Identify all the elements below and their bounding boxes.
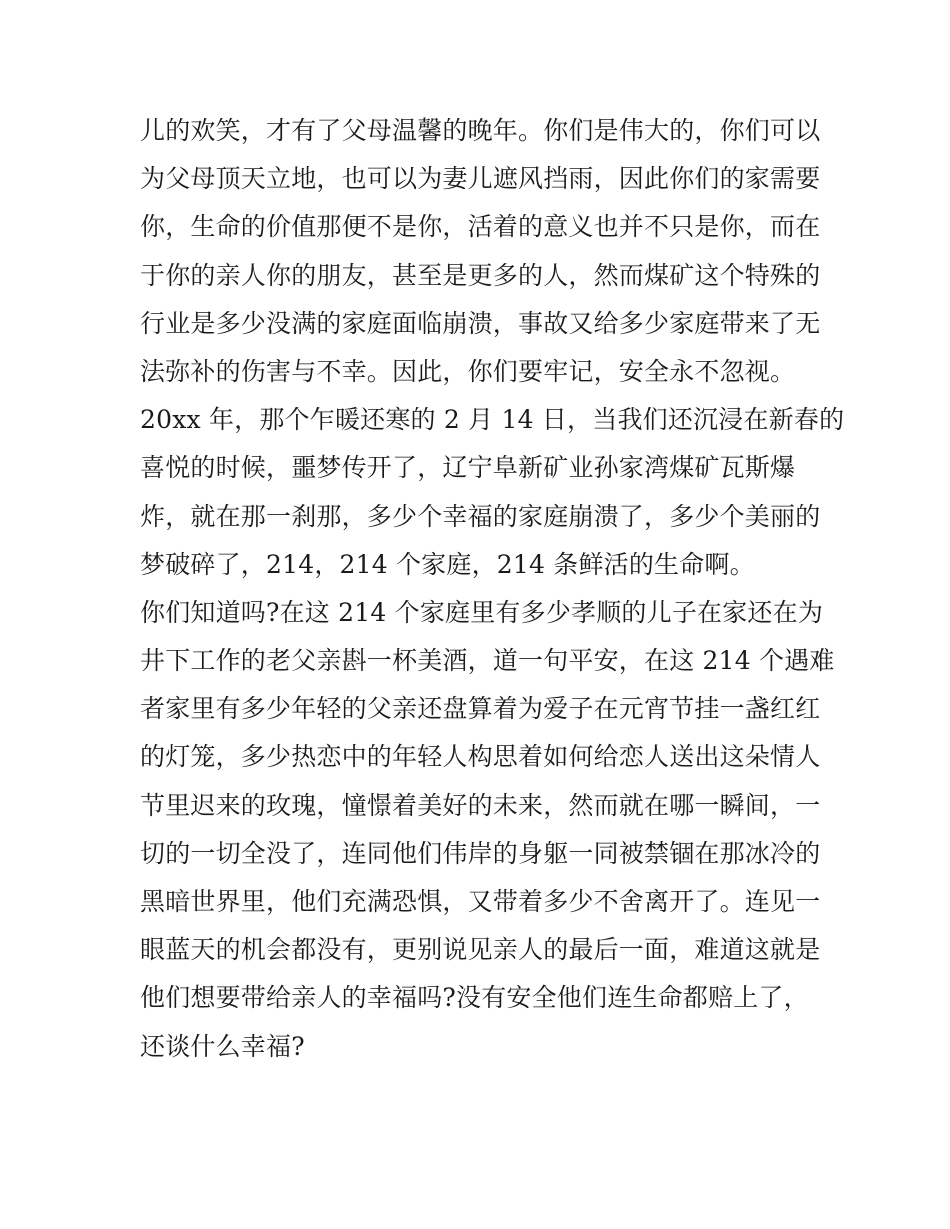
text-line: 眼蓝天的机会都没有，更别说见亲人的最后一面，难道这就是 <box>140 935 821 965</box>
text-line: 行业是多少没满的家庭面临崩溃，事故又给多少家庭带来了无 <box>140 308 821 338</box>
text-line: 20xx 年，那个乍暖还寒的 2 月 14 日，当我们还沉浸在新春的 <box>140 405 845 435</box>
text-line: 井下工作的老父亲斟一杯美酒，道一句平安，在这 214 个遇难 <box>140 646 835 676</box>
text-line: 他们想要带给亲人的幸福吗?没有安全他们连生命都赔上了， <box>140 983 809 1013</box>
text-line: 切的一切全没了，连同他们伟岸的身躯一同被禁锢在那冰冷的 <box>140 838 821 868</box>
text-line: 喜悦的时候，噩梦传开了，辽宁阜新矿业孙家湾煤矿瓦斯爆 <box>140 453 796 483</box>
text-line: 儿的欢笑，才有了父母温馨的晚年。你们是伟大的，你们可以 <box>140 116 821 145</box>
body-text <box>140 107 845 1071</box>
text-line: 还谈什么幸福? <box>140 1031 305 1061</box>
text-line: 你们知道吗?在这 214 个家庭里有多少孝顺的儿子在家还在为 <box>140 597 824 627</box>
text-line: 于你的亲人你的朋友，甚至是更多的人，然而煤矿这个特殊的 <box>140 260 821 290</box>
text-line: 为父母顶天立地，也可以为妻儿遮风挡雨，因此你们的家需要 <box>140 164 821 194</box>
text-line: 梦破碎了，214，214 个家庭，214 条鲜活的生命啊。 <box>140 549 755 579</box>
text-line: 炸，就在那一刹那，多少个幸福的家庭崩溃了，多少个美丽的 <box>140 501 821 531</box>
text-line: 法弥补的伤害与不幸。因此，你们要牢记，安全永不忽视。 <box>140 356 796 386</box>
text-line: 者家里有多少年轻的父亲还盘算着为爱子在元宵节挂一盏红红 <box>140 694 821 724</box>
text-line: 节里迟来的玫瑰，憧憬着美好的未来，然而就在哪一瞬间，一 <box>140 790 821 820</box>
text-line: 你，生命的价值那便不是你，活着的意义也并不只是你，而在 <box>140 212 821 242</box>
text-line: 黑暗世界里，他们充满恐惧，又带着多少不舍离开了。连见一 <box>140 887 821 916</box>
text-line: 的灯笼，多少热恋中的年轻人构思着如何给恋人送出这朵情人 <box>140 742 821 772</box>
